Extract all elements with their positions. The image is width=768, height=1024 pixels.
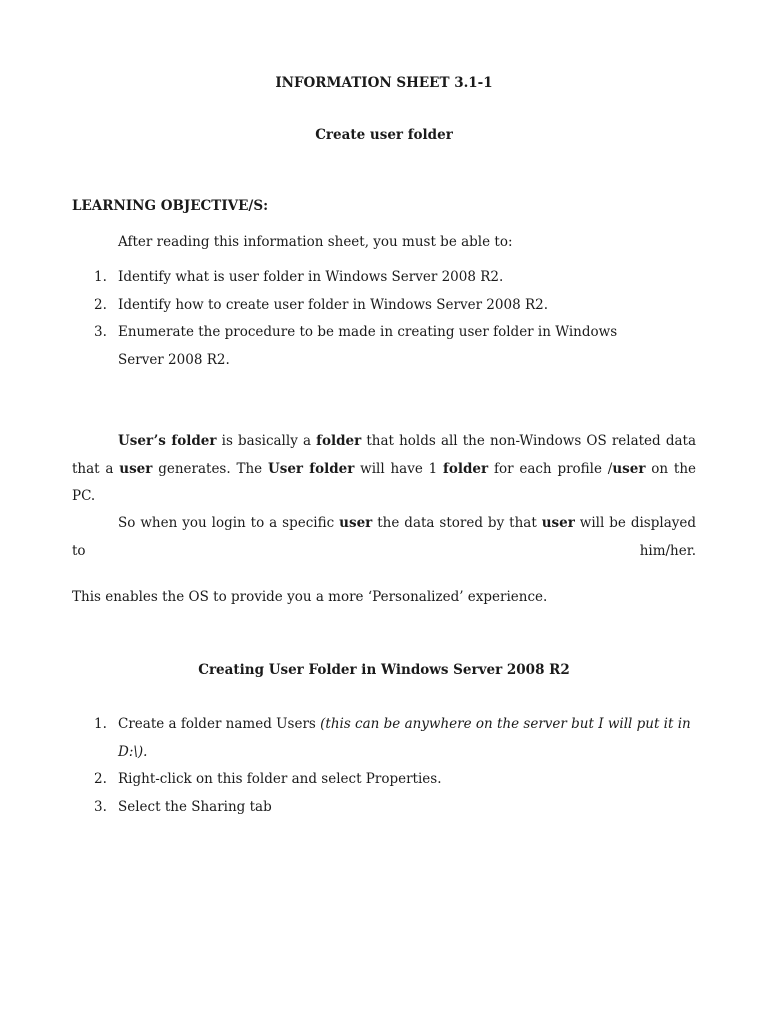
- list-item: [72, 711, 696, 766]
- learning-objectives-heading: LEARNING OBJECTIVE/S:: [72, 198, 269, 214]
- list-item-text: Identify how to create user folder in Windows Server 2008 R2.: [118, 296, 549, 313]
- list-item-text: Enumerate the procedure to be made in creating user folder in Windows Server 2008 R2.: [118, 324, 618, 368]
- paragraph-personalized: This enables the OS to provide you a more ‘Personalized’ experience.: [72, 589, 548, 605]
- paragraph-users-folder: User’s folder is basically a folder that holds all the non-Windows OS related data that a user generates. The User folder will have 1 folder for each profile /user on the PC.: [72, 433, 697, 504]
- list-item: [72, 319, 638, 374]
- list-item-text: Create a folder named Users: [118, 716, 321, 732]
- list-number: 1.: [94, 716, 107, 732]
- list-item: [72, 292, 696, 320]
- list-item-note: (this can be anywhere on the server but I will put it in D:\).: [118, 716, 691, 760]
- paragraph-login: So when you login to a specific user the data stored by that user will be displayed to him/her.: [72, 515, 696, 559]
- bold-term: user: [541, 515, 575, 531]
- objectives-intro: After reading this information sheet, you must be able to:: [118, 234, 513, 250]
- bold-term: user: [119, 460, 153, 477]
- list-number: 1.: [94, 269, 107, 285]
- list-item-text: Select the Sharing tab: [118, 798, 272, 815]
- list-item-text: Right-click on this folder and select Properties.: [118, 771, 442, 787]
- bold-term: user: [339, 515, 373, 531]
- objectives-list: [72, 264, 696, 374]
- section-heading: Creating User Folder in Windows Server 2008 R2: [198, 662, 570, 678]
- bold-term: folder: [443, 460, 489, 477]
- bold-term: user: [612, 460, 646, 477]
- bold-term: User folder: [267, 460, 355, 477]
- list-number: 2.: [94, 296, 107, 313]
- bold-term: folder: [316, 433, 362, 449]
- document-subtitle: Create user folder: [315, 127, 453, 143]
- sheet-title: INFORMATION SHEET 3.1-1: [275, 75, 493, 91]
- list-number: 2.: [94, 771, 107, 787]
- list-item: [72, 794, 696, 822]
- list-number: 3.: [94, 324, 107, 340]
- list-item: [72, 766, 696, 794]
- list-item-text: Identify what is user folder in Windows Server 2008 R2.: [118, 269, 504, 285]
- steps-list: [72, 711, 696, 821]
- list-number: 3.: [94, 798, 107, 815]
- bold-term: User’s folder: [118, 433, 217, 449]
- list-item: [72, 264, 696, 292]
